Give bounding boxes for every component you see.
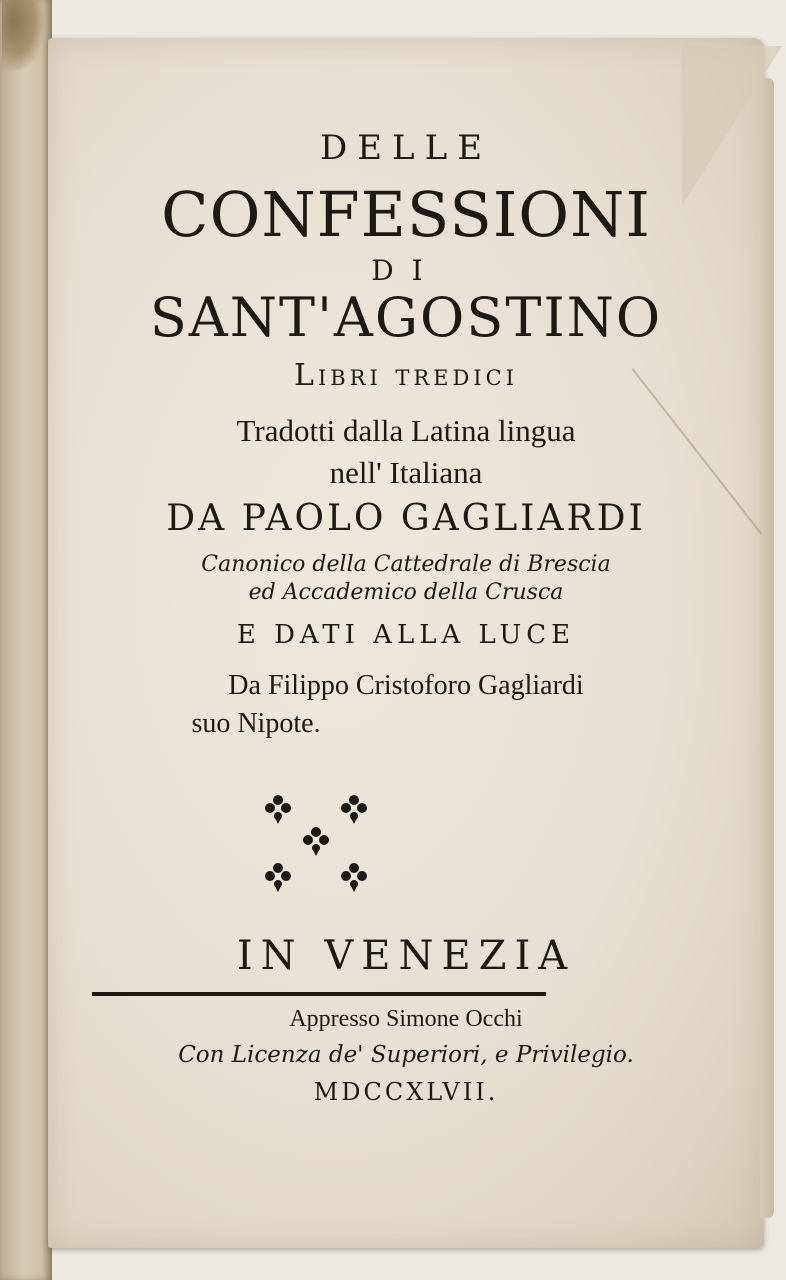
fleuron-icon [341, 863, 367, 892]
title-line-confessioni: CONFESSIONI [161, 178, 651, 251]
translator-title-1: Canonico della Cattedrale di Brescia [201, 552, 611, 577]
title-page [48, 38, 764, 1248]
editor-name: Da Filippo Cristoforo Gagliardi [228, 670, 584, 701]
title-line-delle: DELLE [319, 128, 493, 168]
fleuron-icon [303, 827, 329, 856]
fleuron-icon [341, 795, 367, 824]
fleuron-ornament [256, 788, 376, 898]
spine-damage [2, 0, 44, 70]
translator-title-2: ed Accademico della Crusca [248, 580, 564, 605]
imprint-year: MDCCXLVII. [313, 1078, 499, 1106]
divider-rule [92, 992, 546, 996]
imprint-printer: Appresso Simone Occhi [289, 1006, 523, 1032]
translation-line-2: nell' Italiana [329, 455, 483, 490]
book-spine [0, 0, 52, 1280]
title-line-books: Libri tredici [294, 358, 518, 393]
fleuron-icon [265, 795, 291, 824]
fleuron-icon [265, 863, 291, 892]
title-line-di: DI [371, 254, 441, 287]
translation-line-1: Tradotti dalla Latina lingua [236, 413, 576, 448]
translator-name: DA PAOLO GAGLIARDI [166, 498, 646, 539]
published-line: E DATI ALLA LUCE [236, 620, 576, 650]
imprint-city: IN VENEZIA [236, 933, 576, 979]
title-line-author: SANT'AGOSTINO [149, 286, 663, 349]
editor-relation: suo Nipote. [191, 708, 321, 739]
imprint-license: Con Licenza de' Superiori, e Privilegio. [178, 1042, 634, 1068]
